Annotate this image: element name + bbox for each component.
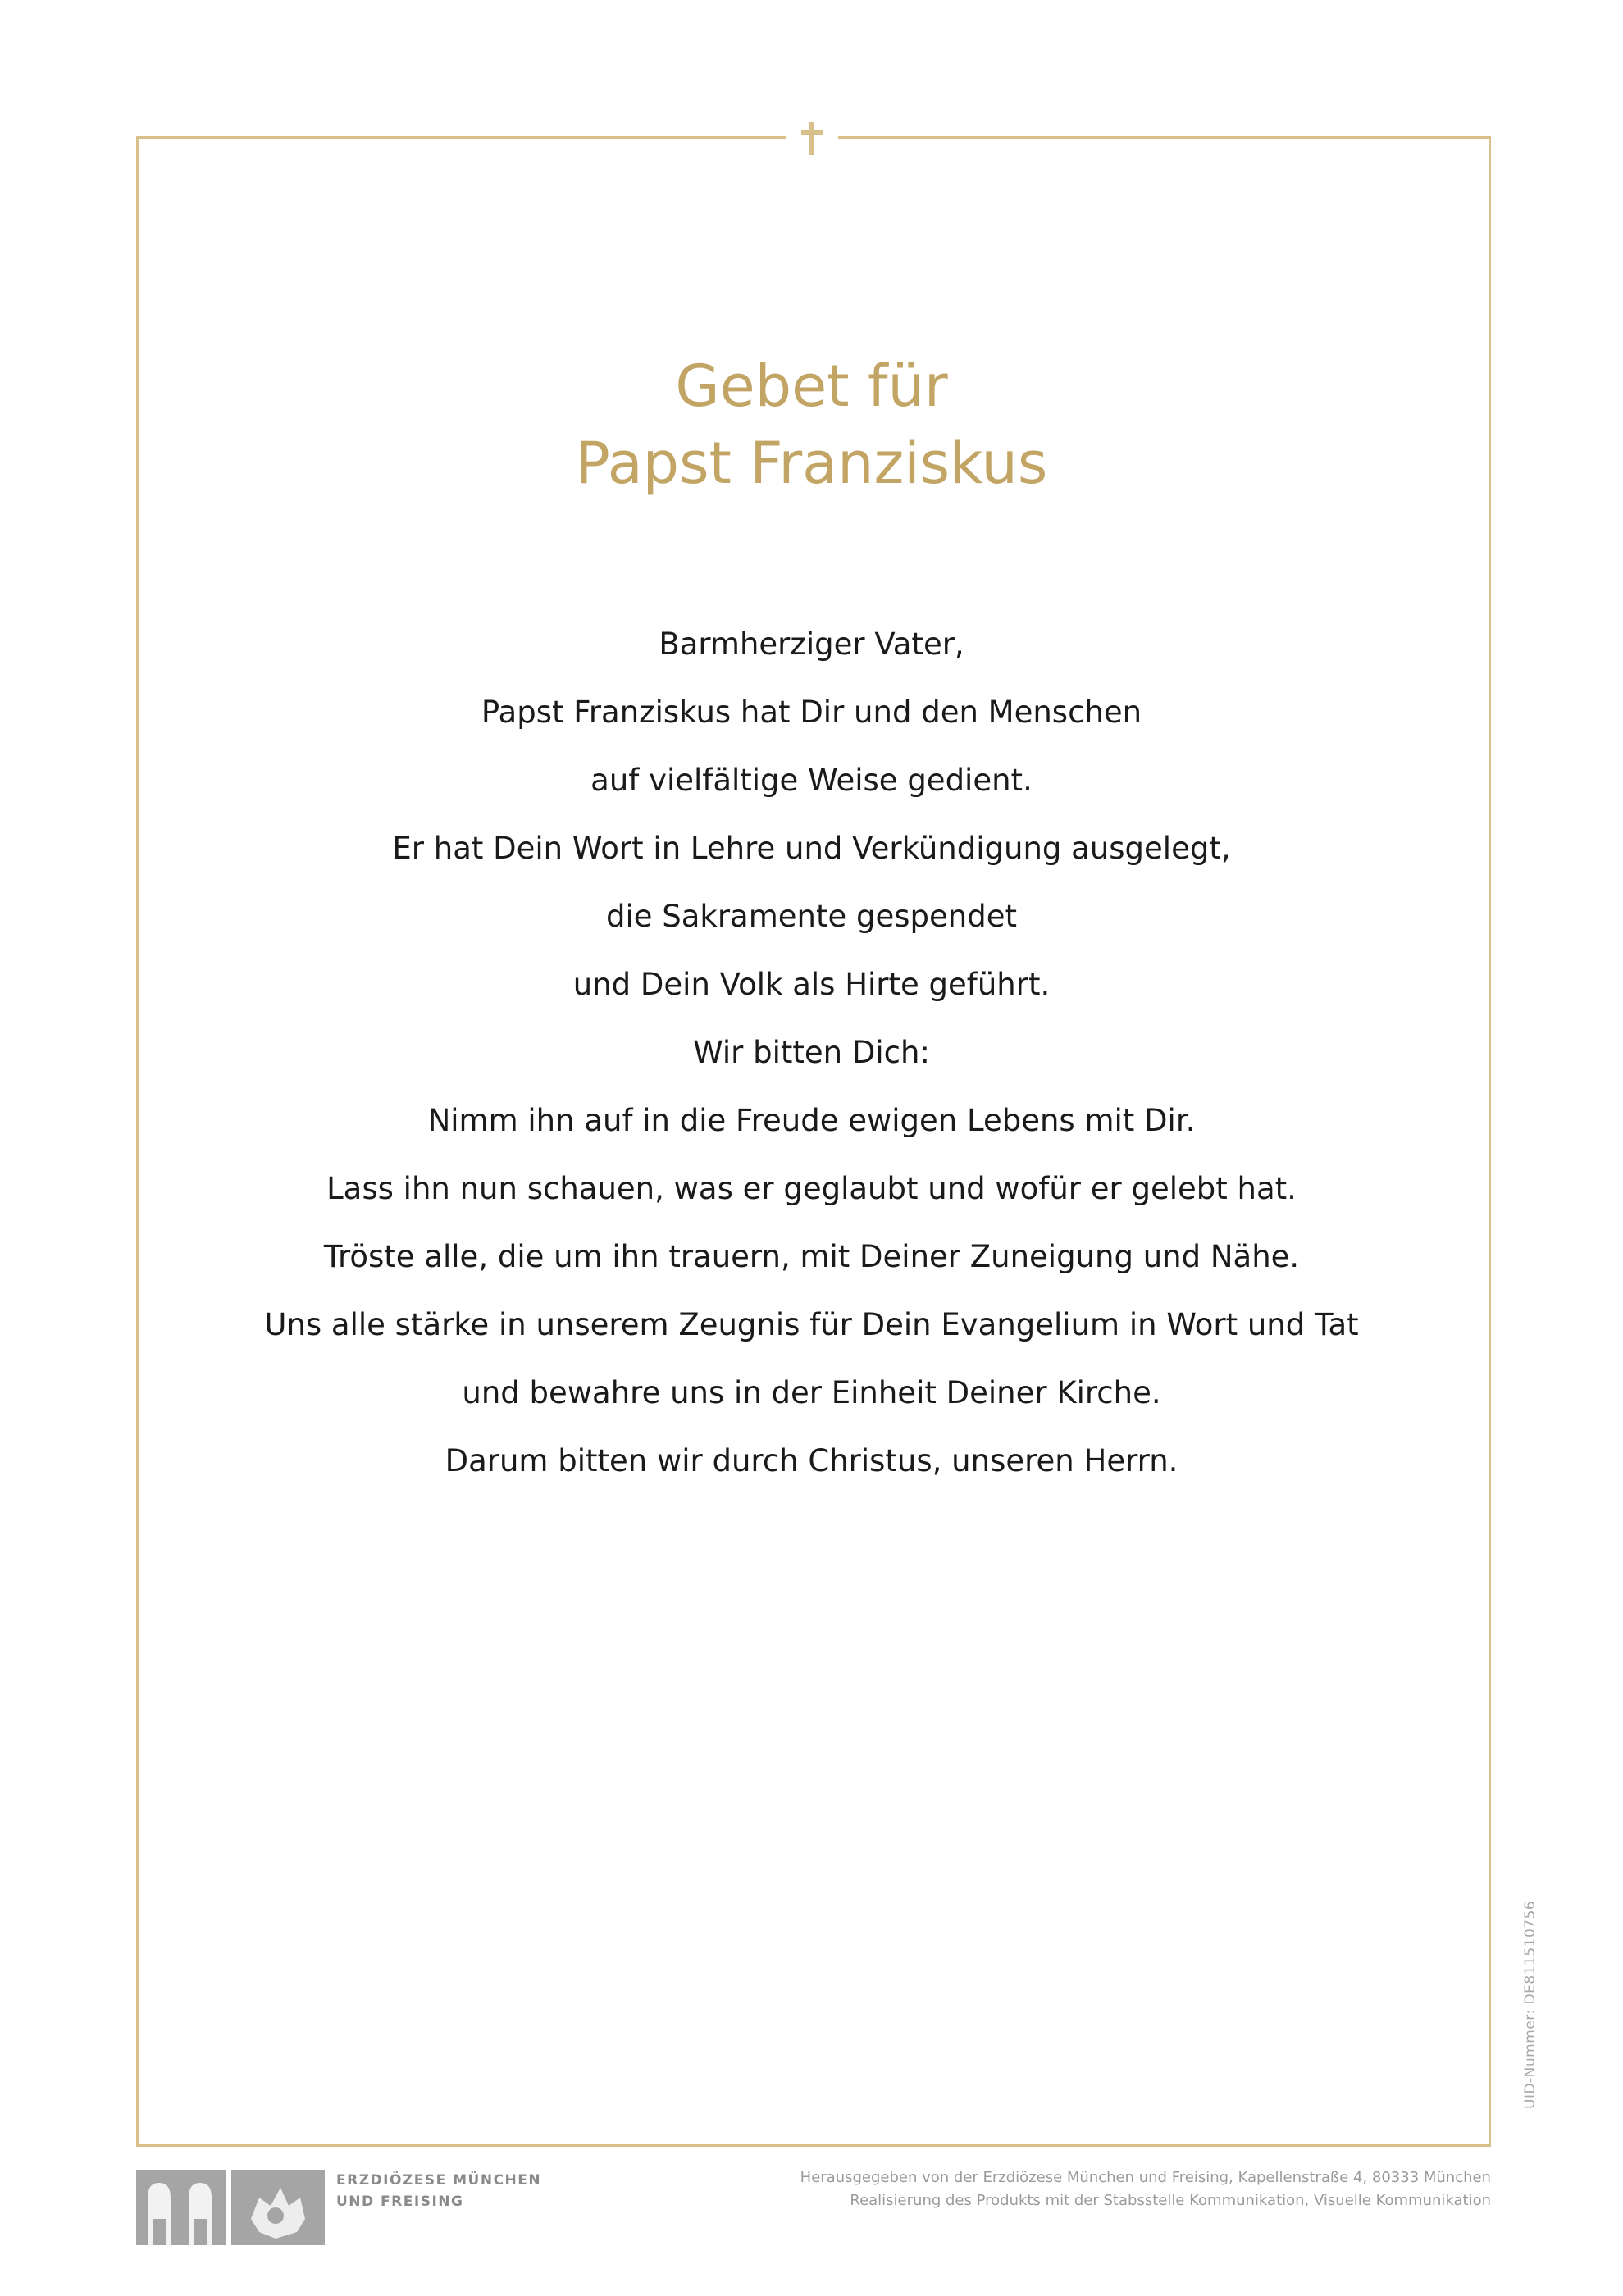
- diocese-name-line-1: ERZDIÖZESE MÜNCHEN: [336, 2172, 542, 2189]
- prayer-line: Barmherziger Vater,: [659, 626, 964, 662]
- prayer-line: Nimm ihn auf in die Freude ewigen Lebens mit Dir.: [427, 1103, 1196, 1138]
- prayer-text: [0, 610, 1623, 1495]
- title-line-2: Papst Franziskus: [575, 430, 1048, 497]
- page-title: [0, 348, 1623, 502]
- prayer-line: auf vielfältige Weise gedient.: [590, 763, 1033, 798]
- diocese-name: [336, 2170, 541, 2212]
- title-line-1: Gebet für: [675, 353, 948, 420]
- prayer-line: Tröste alle, die um ihn trauern, mit Deiner Zuneigung und Nähe.: [323, 1239, 1300, 1274]
- prayer-line: Lass ihn nun schauen, was er geglaubt und wofür er gelebt hat.: [326, 1171, 1297, 1206]
- prayer-line: Uns alle stärke in unserem Zeugnis für Dein Evangelium in Wort und Tat: [264, 1307, 1359, 1342]
- prayer-line: und Dein Volk als Hirte geführt.: [572, 967, 1051, 1002]
- prayer-line: die Sakramente gespendet: [605, 899, 1018, 934]
- imprint-line-1: Herausgegeben von der Erzdiözese München und Freising, Kapellenstraße 4, 80333 München: [800, 2169, 1491, 2186]
- cross-icon: [799, 121, 825, 157]
- prayer-line: Wir bitten Dich:: [693, 1035, 930, 1070]
- diocese-name-line-2: UND FREISING: [336, 2194, 464, 2210]
- prayer-line: Papst Franziskus hat Dir und den Menschen: [481, 695, 1142, 730]
- diocese-logo-icon: [136, 2170, 325, 2245]
- prayer-line: Er hat Dein Wort in Lehre und Verkündigung ausgelegt,: [392, 831, 1231, 866]
- prayer-line: Darum bitten wir durch Christus, unseren Herrn.: [445, 1443, 1178, 1478]
- imprint: [800, 2166, 1491, 2212]
- uid-number: UID-Nummer: DE811510756: [1522, 1900, 1539, 2109]
- prayer-line: und bewahre uns in der Einheit Deiner Kirche.: [462, 1375, 1161, 1410]
- imprint-line-2: Realisierung des Produkts mit der Stabsstelle Kommunikation, Visuelle Kommunikation: [850, 2192, 1491, 2209]
